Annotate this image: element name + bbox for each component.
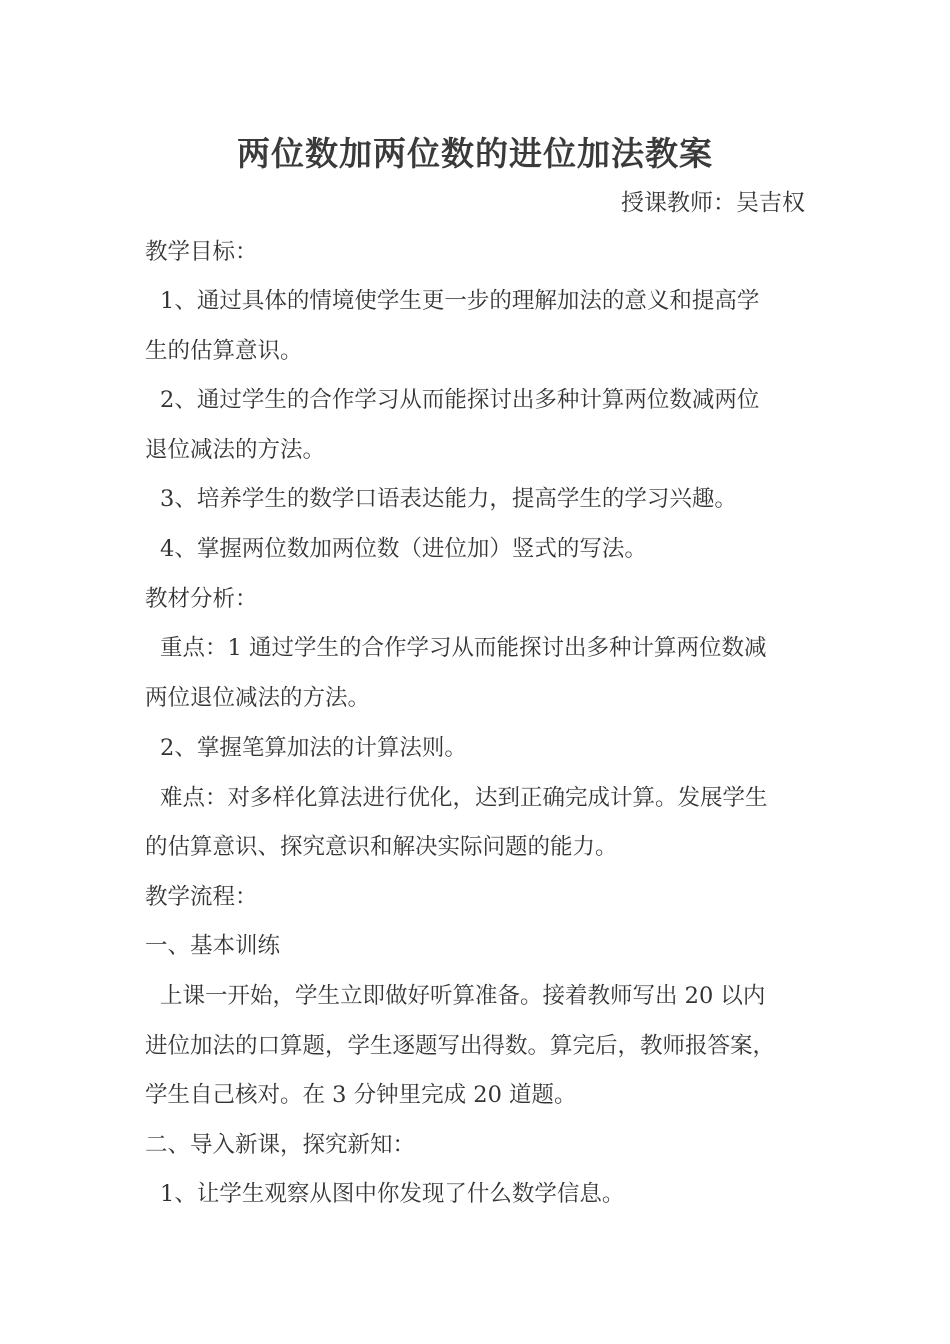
paragraph-line: 两位退位减法的方法。 bbox=[145, 685, 371, 711]
teacher-line: 授课教师：吴吉权 bbox=[621, 190, 805, 216]
paragraph-line: 2、通过学生的合作学习从而能探讨出多种计算两位数减两位 bbox=[160, 387, 760, 413]
paragraph-line: 2、掌握笔算加法的计算法则。 bbox=[160, 735, 467, 761]
paragraph-line: 难点：对多样化算法进行优化，达到正确完成计算。发展学生 bbox=[160, 785, 768, 811]
subsection-heading: 一、基本训练 bbox=[145, 933, 281, 959]
paragraph-line: 重点：1 通过学生的合作学习从而能探讨出多种计算两位数减 bbox=[160, 635, 767, 661]
paragraph-line: 退位减法的方法。 bbox=[145, 437, 326, 463]
paragraph-line: 上课一开始，学生立即做好听算准备。接着教师写出 20 以内 bbox=[160, 983, 766, 1009]
paragraph-line: 的估算意识、探究意识和解决实际问题的能力。 bbox=[145, 834, 618, 860]
subsection-heading: 二、导入新课，探究新知： bbox=[145, 1132, 416, 1158]
document-title: 两位数加两位数的进位加法教案 bbox=[237, 134, 713, 173]
paragraph-line: 1、让学生观察从图中你发现了什么数学信息。 bbox=[160, 1181, 625, 1207]
section-heading-objectives: 教学目标： bbox=[145, 239, 258, 265]
section-heading-analysis: 教材分析： bbox=[145, 586, 258, 612]
paragraph-line: 1、通过具体的情境使学生更一步的理解加法的意义和提高学 bbox=[160, 288, 760, 314]
section-heading-process: 教学流程： bbox=[145, 884, 258, 910]
paragraph-line: 学生自己核对。在 3 分钟里完成 20 道题。 bbox=[145, 1082, 577, 1108]
paragraph-line: 生的估算意识。 bbox=[145, 338, 303, 364]
paragraph-line: 4、掌握两位数加两位数（进位加）竖式的写法。 bbox=[160, 536, 647, 562]
paragraph-line: 进位加法的口算题，学生逐题写出得数。算完后，教师报答案， bbox=[145, 1033, 776, 1059]
paragraph-line: 3、培养学生的数学口语表达能力，提高学生的学习兴趣。 bbox=[160, 486, 737, 512]
